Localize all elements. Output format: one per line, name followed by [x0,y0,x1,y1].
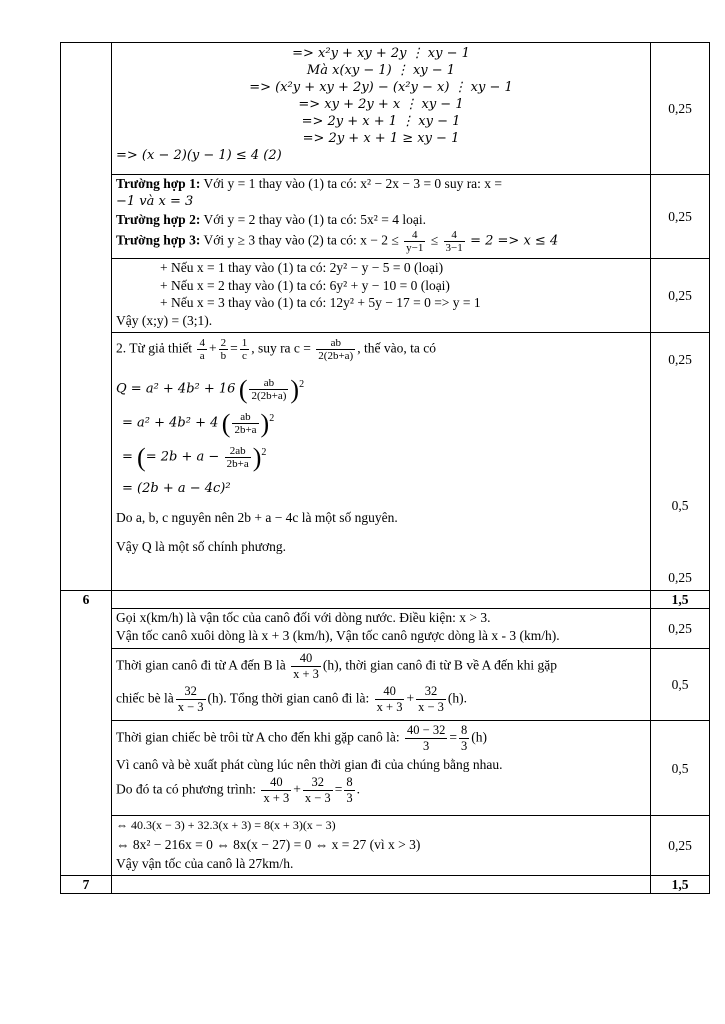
table-row [61,876,710,894]
score-cell [651,591,710,609]
score: 0,25 [668,101,692,116]
fraction: $\frac{40 - 32}{3}$ [407,723,446,753]
case-line: + Nếu x = 1 thay vào (1) ta có: 2y² − y − 5 = 0 (loại) [160,260,444,275]
fraction: $\frac{32}{x - 3}$ [177,684,204,714]
score-cell [651,333,710,591]
score: 0,25 [668,838,692,853]
score: 0,25 [668,352,692,367]
text: , suy ra c = [251,340,311,356]
score: 0,5 [671,760,689,776]
table-row [61,259,710,333]
solution-cell [112,591,651,609]
math-line: => x²y + xy + 2y ⋮ xy − 1 [292,46,470,61]
fraction: $\frac{32}{x - 3}$ [418,684,444,714]
operator: = [230,340,238,356]
question-number-cell [61,43,112,591]
fraction: $\frac{8}{3}$ [460,723,468,753]
solution-cell [112,876,651,894]
solution-cell [112,816,651,876]
table-row [61,649,710,721]
table-row [61,43,710,175]
fraction: $\frac{4}{a}$ [199,337,205,362]
score-cell [651,816,710,876]
math-line: => xy + 2y + x ⋮ xy − 1 [298,97,464,112]
unit: (h) [322,657,339,673]
question-number-cell [61,591,112,876]
math-line: Mà x(xy − 1) ⋮ xy − 1 [306,63,456,78]
score: 0,5 [671,677,689,692]
solution-cell [112,43,651,175]
text-line: Vậy vận tốc của canô là 27km/h. [116,856,294,871]
text-line: Vậy Q là một số chính phương. [116,538,287,554]
unit: (h) [447,690,464,706]
text: Do đó ta có phương trình: [116,781,257,797]
solution-cell [112,259,651,333]
math-text: = 2b + a − [145,449,220,465]
fraction: $\frac{32}{x - 3}$ [304,775,331,805]
question-number-cell [61,876,112,894]
table-row [61,721,710,816]
score-cell [651,259,710,333]
table-row [61,175,710,259]
case-text: Với y = 2 thay vào (1) ta có: 5x² = 4 loại. [200,212,426,227]
fraction: $\frac{8}{3}$ [346,775,353,805]
text-line: Gọi x(km/h) là vận tốc của canô đối với dòng nước. Điều kiện: x > 3. [116,610,491,625]
score-cell [651,876,710,894]
question-number: 7 [82,877,90,892]
solution-cell: Thời gian canô đi từ A đến B là $\frac{40}{x + 3}$ (h), thời gian canô đi từ B về A đến khi gặp chiếc bè là $\frac{32}{x - 3}$ (h). Tổng thời gian canô đi là: $\frac{40}{x + 3}$ + $\frac{32}{x - 3}$ (h). [112,649,651,721]
math-text: Q = a² + 4b² + 16 [116,381,236,397]
fraction: $\frac{1}{c}$ [241,337,248,362]
score-cell [651,175,710,259]
math-text: = a² + 4b² + 4 [122,415,219,431]
text: Thời gian canô đi từ A đến B là [116,657,286,673]
case-label: Trường hợp 3: [116,232,201,248]
math-line: => (x²y + xy + 2y) − (x²y − x) ⋮ xy − 1 [249,80,513,95]
solution-cell [112,175,651,259]
unit: (h) [471,729,487,745]
solution-cell: 2. Từ giả thiết $\frac{4}{a}$ + $\frac{2}{b}$ = $\frac{1}{c}$ , suy ra c = $\frac{ab}{2(2b+a)}$ , thế vào, ta có Q = a² + 4b² + 16 ( $\frac{ab}{2(2b+a)}$ )$^2$ = a² + 4b² + 4 ( $\frac{ab}{2b+a}$ )$^2$ = (= 2b + a − $\frac{2ab}{2b+a}$ )$^2$ = (2b + a − 4c)² Do a, b, c nguyên nên 2b + a − 4c là một số nguyên. Vậy Q là một số chính phương. [112,333,651,591]
score-cell [651,721,710,816]
score: 0,25 [668,288,692,303]
fraction: $\frac{4}{y-1}$ [406,229,424,254]
table-row [61,333,710,591]
operator: + [208,340,217,356]
score: 0,25 [668,209,692,224]
math-line: => (x − 2)(y − 1) ≤ 4 (2) [116,148,282,163]
math-line: = (2b + a − 4c)² [122,480,231,496]
text: chiếc bè là [116,690,174,706]
total-score: 1,5 [671,877,689,892]
math-text: = 2 => x ≤ 4 [470,233,559,249]
score-cell [651,649,710,721]
solution-cell [112,609,651,649]
score-cell [651,609,710,649]
answer-key-page [60,42,706,894]
answer-table [60,42,710,894]
unit: (h) [207,690,224,706]
math-line: ⇔ 40.3(x − 3) + 32.3(x + 3) = 8(x + 3)(x − 3) [116,818,336,832]
text: , thế vào, ta có [357,340,436,356]
fraction: $\frac{40}{x + 3}$ [376,684,403,714]
text: Thời gian chiếc bè trôi từ A cho đến khi gặp canô là: [116,729,400,745]
math-line: => 2y + x + 1 ≥ xy − 1 [302,131,460,146]
text-line: Vận tốc canô xuôi dòng là x + 3 (km/h), Vận tốc canô ngược dòng là x - 3 (km/h). [116,628,560,643]
case-line: + Nếu x = 2 thay vào (1) ta có: 6y² + y − 10 = 0 (loại) [160,277,450,293]
score: 0,5 [671,498,689,513]
fraction: $\frac{ab}{2b+a}$ [234,410,257,436]
fraction: $\frac{2ab}{2b+a}$ [226,444,249,470]
text: , thời gian canô đi từ B về A đến khi gặp [338,657,558,673]
case-line: + Nếu x = 3 thay vào (1) ta có: 12y² + 5y − 17 = 0 => y = 1 [160,295,481,310]
total-score: 1,5 [671,592,689,607]
case-text: Với y = 1 thay vào (1) ta có: x² − 2x − 3 = 0 suy ra: x = [200,176,503,191]
fraction: $\frac{40}{x + 3}$ [293,651,319,681]
case-label: Trường hợp 1: [116,176,201,191]
fraction: $\frac{ab}{2(2b+a)}$ [251,376,287,402]
text-line: Do a, b, c nguyên nên 2b + a − 4c là một số nguyên. [116,509,398,525]
score-cell [651,43,710,175]
table-row [61,609,710,649]
fraction: $\frac{ab}{2(2b+a)}$ [318,337,354,362]
fraction: $\frac{40}{x + 3}$ [263,775,290,805]
case-label: Trường hợp 2: [116,212,201,227]
fraction: $\frac{2}{b}$ [220,337,227,362]
table-row [61,591,710,609]
question-number: 6 [82,592,90,607]
score: 0,25 [668,621,692,636]
text-line: Vì canô và bè xuất phát cùng lúc nên thời gian đi của chúng bằng nhau. [116,757,503,772]
relation: ≤ [430,232,439,248]
fraction: $\frac{4}{3-1}$ [445,229,463,254]
solution-cell: Thời gian chiếc bè trôi từ A cho đến khi gặp canô là: $\frac{40 - 32}{3}$ = $\frac{8}{3}$ (h) Vì canô và bè xuất phát cùng lúc nên thời gian đi của chúng bằng nhau. Do đó ta có phương trình: $\frac{40}{x + 3}$ + $\frac{32}{x - 3}$ = $\frac{8}{3}$ . [112,721,651,816]
case-text: Với y ≥ 3 thay vào (2) ta có: x − 2 ≤ [200,232,399,248]
math-line: => 2y + x + 1 ⋮ xy − 1 [301,114,461,129]
table-row [61,816,710,876]
case-text: −1 và x = 3 [116,194,194,209]
score: 0,25 [668,570,692,585]
math-line: ⇔ 8x² − 216x = 0 ⇔ 8x(x − 27) = 0 ⇔ x = 27 (vì x > 3) [116,837,421,852]
text: . Tổng thời gian canô đi là: [223,690,370,706]
conclusion: Vậy (x;y) = (3;1). [116,312,213,328]
text: 2. Từ giả thiết [116,340,193,356]
